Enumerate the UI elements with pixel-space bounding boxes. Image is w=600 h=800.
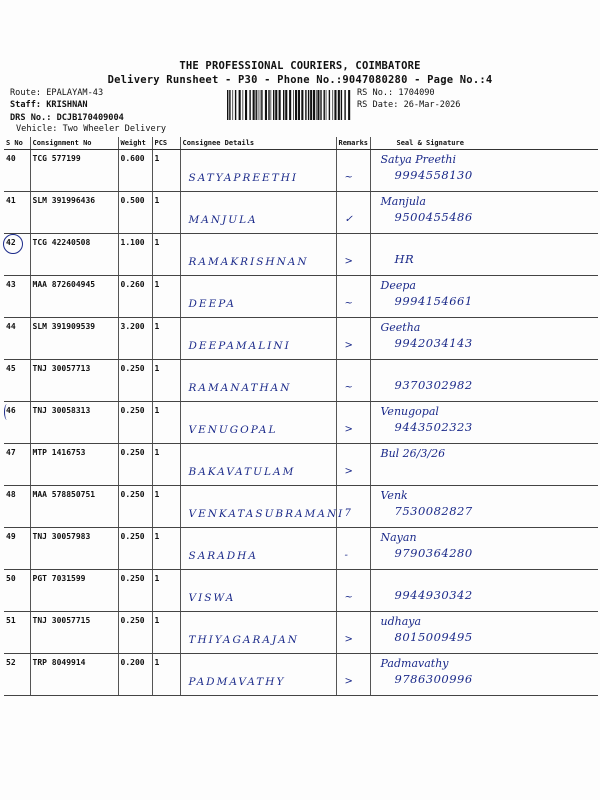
table-row (4, 527, 598, 569)
row-pcs: 1 (152, 569, 180, 611)
row-signature: Venk (380, 488, 408, 502)
table-row (4, 317, 598, 359)
table-header-row (4, 137, 598, 149)
table-row (4, 149, 598, 191)
col-remarks: Remarks (336, 137, 370, 149)
row-remark: ~ (344, 171, 353, 183)
row-weight: 0.250 (118, 443, 152, 485)
row-consignee-name: PADMAVATHY (188, 675, 286, 688)
row-weight: 1.100 (118, 233, 152, 275)
table-row (4, 359, 598, 401)
row-sno: 46 (4, 401, 30, 443)
row-consignee-name: BAKAVATULAM (188, 465, 296, 478)
row-signature: Bul 26/3/26 (380, 446, 446, 460)
row-pcs: 1 (152, 191, 180, 233)
row-consignment: TCG 42240508 (30, 233, 118, 275)
row-weight: 0.250 (118, 485, 152, 527)
row-consignee-cell (180, 149, 336, 191)
table-row (4, 275, 598, 317)
row-phone: 8015009495 (394, 629, 473, 644)
row-remarks-cell (336, 485, 370, 527)
row-consignment: MTP 1416753 (30, 443, 118, 485)
row-weight: 0.600 (118, 149, 152, 191)
barcode-image (226, 90, 352, 120)
row-sno: 41 (4, 191, 30, 233)
col-sno: S No (4, 137, 30, 149)
row-consignee-cell (180, 653, 336, 695)
row-remarks-cell (336, 191, 370, 233)
row-consignment: PGT 7031599 (30, 569, 118, 611)
row-remarks-cell (336, 527, 370, 569)
row-phone: 9443502323 (394, 419, 473, 434)
table-row (4, 569, 598, 611)
row-consignee-cell (180, 611, 336, 653)
rs-number: RS No.: 1704090 (357, 88, 435, 98)
row-consignee-cell (180, 233, 336, 275)
row-remarks-cell (336, 359, 370, 401)
rs-date: RS Date: 26-Mar-2026 (357, 100, 461, 110)
row-signature-cell (370, 191, 598, 233)
row-consignment: TNJ 30057715 (30, 611, 118, 653)
row-signature-cell (370, 317, 598, 359)
row-consignee-name: RAMANATHAN (188, 381, 292, 394)
row-consignee-name: MANJULA (188, 213, 258, 226)
row-pcs: 1 (152, 401, 180, 443)
row-phone: 9944930342 (394, 587, 473, 602)
table-row (4, 653, 598, 695)
row-consignment: MAA 872604945 (30, 275, 118, 317)
col-pcs: PCS (152, 137, 180, 149)
row-remark: > (344, 633, 353, 645)
col-signature: Seal & Signature (370, 137, 598, 149)
row-signature-cell (370, 149, 598, 191)
row-pcs: 1 (152, 233, 180, 275)
row-weight: 0.250 (118, 527, 152, 569)
row-remarks-cell (336, 233, 370, 275)
table-row (4, 443, 598, 485)
row-pcs: 1 (152, 359, 180, 401)
col-consignee: Consignee Details (180, 137, 336, 149)
row-weight: 0.250 (118, 569, 152, 611)
row-signature-cell (370, 275, 598, 317)
row-consignee-name: RAMAKRISHNAN (188, 255, 309, 268)
row-consignee-cell (180, 359, 336, 401)
company-title: THE PROFESSIONAL COURIERS, COIMBATORE (179, 60, 421, 72)
vehicle-label: Vehicle: Two Wheeler Delivery (16, 124, 167, 134)
table-row (4, 485, 598, 527)
row-sno: 52 (4, 653, 30, 695)
row-remark: > (344, 423, 353, 435)
row-consignment: SLM 391909539 (30, 317, 118, 359)
row-consignee-name: VISWA (188, 591, 236, 604)
row-consignment: TCG 577199 (30, 149, 118, 191)
row-remark: 7 (344, 507, 351, 519)
row-remarks-cell (336, 317, 370, 359)
row-pcs: 1 (152, 527, 180, 569)
row-phone: 9370302982 (394, 377, 473, 392)
row-signature-cell (370, 653, 598, 695)
row-consignee-name: VENUGOPAL (188, 423, 278, 436)
row-signature-cell (370, 611, 598, 653)
row-pcs: 1 (152, 485, 180, 527)
row-consignee-cell (180, 317, 336, 359)
row-signature-cell (370, 443, 598, 485)
row-remarks-cell (336, 275, 370, 317)
row-phone: 9994558130 (394, 167, 473, 182)
table-row (4, 233, 598, 275)
row-remarks-cell (336, 443, 370, 485)
row-remarks-cell (336, 653, 370, 695)
row-signature: Venugopal (380, 404, 439, 418)
row-remark: ~ (344, 297, 353, 309)
row-consignee-name: VENKATASUBRAMANI (188, 507, 345, 520)
row-pcs: 1 (152, 317, 180, 359)
row-weight: 0.200 (118, 653, 152, 695)
row-remarks-cell (336, 569, 370, 611)
col-weight: Weight (118, 137, 152, 149)
row-remark: ~ (344, 591, 353, 603)
row-phone: 9786300996 (394, 671, 473, 686)
table-row (4, 191, 598, 233)
row-consignment: TNJ 30057713 (30, 359, 118, 401)
row-phone: 9994154661 (394, 293, 473, 308)
row-sno: 49 (4, 527, 30, 569)
row-46-paren-mark (4, 404, 10, 420)
drs-label: DRS No.: DCJB170409004 (10, 113, 124, 123)
row-remarks-cell (336, 611, 370, 653)
row-42-circle-mark (3, 234, 23, 254)
row-sno: 44 (4, 317, 30, 359)
row-consignment: SLM 391996436 (30, 191, 118, 233)
row-signature-cell (370, 569, 598, 611)
row-consignee-name: SARADHA (188, 549, 258, 562)
row-remark: > (344, 255, 353, 267)
row-sno: 51 (4, 611, 30, 653)
table-row (4, 611, 598, 653)
row-consignment: MAA 578850751 (30, 485, 118, 527)
row-consignee-cell (180, 569, 336, 611)
row-signature-cell (370, 485, 598, 527)
row-sno: 43 (4, 275, 30, 317)
row-signature: Deepa (380, 278, 416, 292)
col-consignment: Consignment No (30, 137, 118, 149)
row-phone: 7530082827 (394, 503, 473, 518)
route-label: Route: EPALAYAM-43 (10, 88, 104, 98)
row-sno: 50 (4, 569, 30, 611)
row-signature-cell (370, 359, 598, 401)
row-signature-cell (370, 401, 598, 443)
row-consignment: TRP 8049914 (30, 653, 118, 695)
row-signature: udhaya (380, 614, 422, 628)
row-consignee-cell (180, 443, 336, 485)
row-signature: Geetha (380, 320, 421, 334)
row-signature: Satya Preethi (380, 152, 456, 166)
delivery-table (4, 137, 598, 696)
row-pcs: 1 (152, 443, 180, 485)
runsheet-subtitle: Delivery Runsheet - P30 - Phone No.:9047080280 - Page No.:4 (107, 74, 493, 86)
row-phone: 9942034143 (394, 335, 473, 350)
row-phone: HR (394, 251, 415, 266)
row-remark: > (344, 339, 353, 351)
row-consignment: TNJ 30057983 (30, 527, 118, 569)
row-weight: 3.200 (118, 317, 152, 359)
row-signature: Padmavathy (380, 656, 449, 670)
row-consignee-cell (180, 485, 345, 527)
row-remarks-cell (336, 401, 370, 443)
row-consignment: TNJ 30058313 (30, 401, 118, 443)
row-remarks-cell (336, 149, 370, 191)
row-consignee-cell (180, 527, 336, 569)
row-pcs: 1 (152, 149, 180, 191)
staff-label: Staff: KRISHNAN (10, 100, 88, 110)
row-pcs: 1 (152, 611, 180, 653)
row-signature-cell (370, 233, 598, 275)
row-consignee-name: DEEPAMALINI (188, 339, 291, 352)
row-sno: 47 (4, 443, 30, 485)
row-consignee-name: DEEPA (188, 297, 236, 310)
row-weight: 0.260 (118, 275, 152, 317)
row-weight: 0.250 (118, 611, 152, 653)
row-weight: 0.250 (118, 359, 152, 401)
row-phone: 9790364280 (394, 545, 473, 560)
row-signature-cell (370, 527, 598, 569)
row-phone: 9500455486 (394, 209, 473, 224)
row-pcs: 1 (152, 275, 180, 317)
row-signature: Nayan (380, 530, 417, 544)
row-weight: 0.250 (118, 401, 152, 443)
row-remark: > (344, 675, 353, 687)
row-remark: - (344, 549, 348, 561)
row-weight: 0.500 (118, 191, 152, 233)
row-consignee-name: SATYAPREETHI (188, 171, 299, 184)
row-sno: 45 (4, 359, 30, 401)
row-pcs: 1 (152, 653, 180, 695)
row-remark: ~ (344, 381, 353, 393)
row-remark: ✓ (344, 213, 353, 225)
row-consignee-name: THIYAGARAJAN (188, 633, 299, 646)
table-row (4, 401, 598, 443)
row-sno: 42 (4, 233, 30, 275)
row-sno: 40 (4, 149, 30, 191)
row-consignee-cell (180, 191, 336, 233)
row-consignee-cell (180, 401, 336, 443)
row-remark: > (344, 465, 353, 477)
row-signature: Manjula (380, 194, 426, 208)
row-sno: 48 (4, 485, 30, 527)
row-consignee-cell (180, 275, 336, 317)
